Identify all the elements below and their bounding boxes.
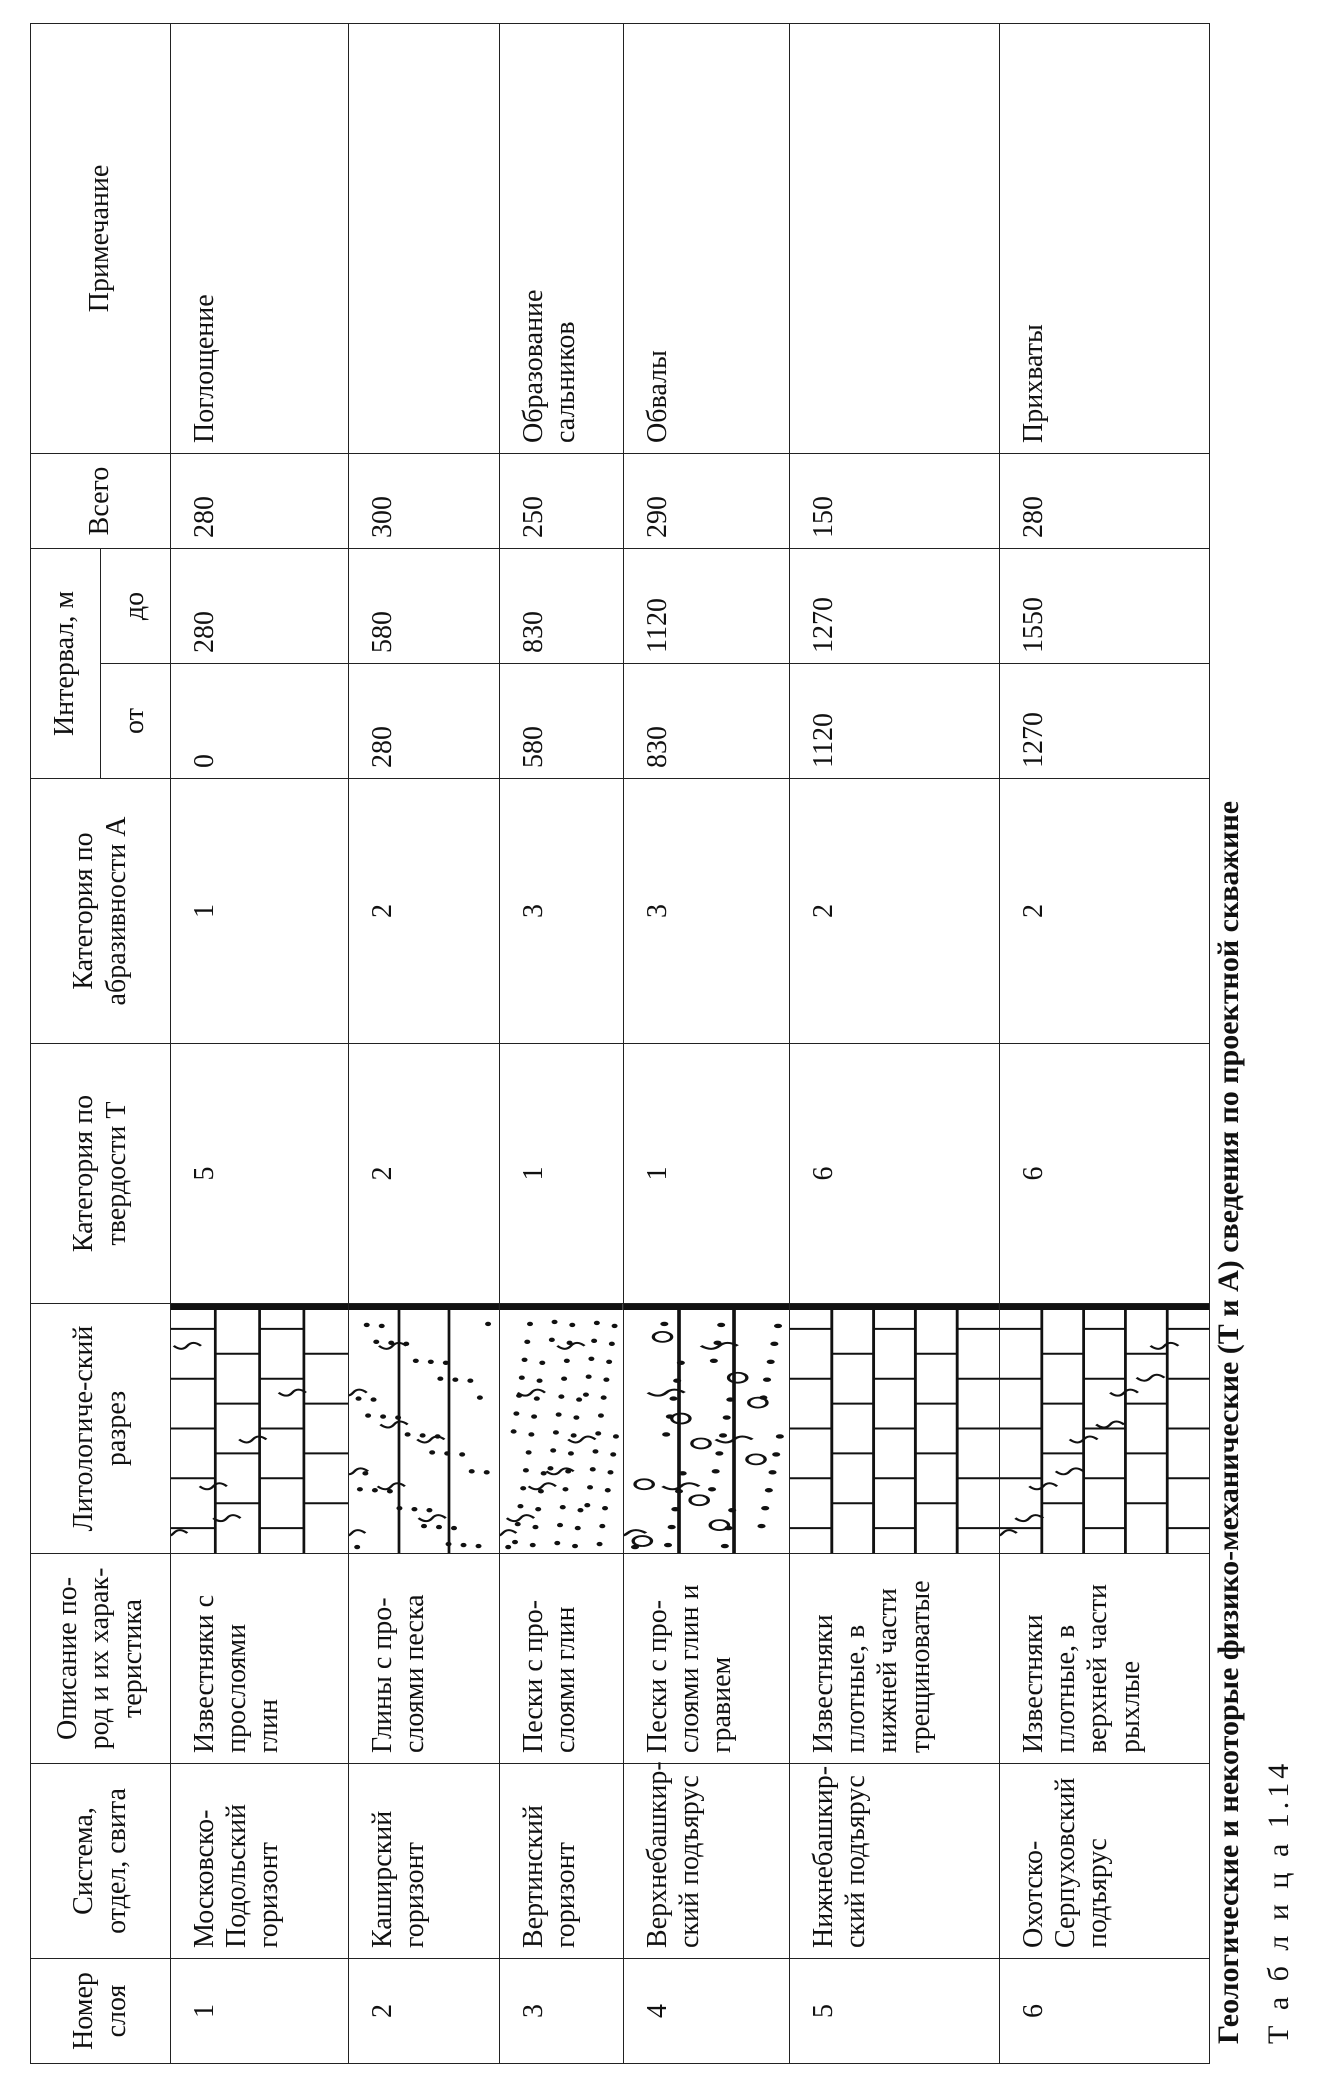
table-row	[171, 24, 349, 2064]
note-cell: Обвалы	[623, 24, 789, 454]
lithology-cell	[171, 1304, 349, 1554]
hardness-cell: 6	[789, 1044, 999, 1304]
description-cell: Пески с про- слоями глин	[500, 1554, 624, 1764]
table-row	[789, 24, 999, 2064]
hardness-cell: 5	[171, 1044, 349, 1304]
header-interval: Интервал, м	[31, 549, 101, 779]
header-abrasiveness: Категория по абразивности А	[31, 779, 171, 1044]
table-label: Т а б л и ц а 1.14	[1262, 1759, 1295, 2044]
header-note: Примечание	[31, 24, 171, 454]
header-lithology: Литологиче-ский разрез	[31, 1304, 171, 1554]
interval-to-cell: 1120	[623, 549, 789, 664]
layer-number: 2	[349, 1959, 500, 2064]
interval-to-cell: 580	[349, 549, 500, 664]
system-cell: Охотско- Серпуховский подъярус	[999, 1764, 1209, 1959]
layer-number: 3	[500, 1959, 624, 2064]
table-row	[623, 24, 789, 2064]
abrasiveness-cell: 1	[171, 779, 349, 1044]
note-cell: Образование сальников	[500, 24, 624, 454]
lithology-cell	[349, 1304, 500, 1554]
hardness-cell: 2	[349, 1044, 500, 1304]
description-cell: Известняки плотные, в верхней части рыхлые	[999, 1554, 1209, 1764]
abrasiveness-cell: 3	[623, 779, 789, 1044]
system-cell: Нижнебашкир- ский подъярус	[789, 1764, 999, 1959]
interval-from-cell: 580	[500, 664, 624, 779]
header-layer-no: Номер слоя	[31, 1959, 171, 2064]
header-total: Всего	[31, 454, 171, 549]
description-cell: Глины с про- слоями песка	[349, 1554, 500, 1764]
lithology-pattern	[500, 1304, 623, 1553]
header-from: от	[101, 664, 171, 779]
lithology-pattern	[624, 1304, 789, 1553]
abrasiveness-cell: 2	[999, 779, 1209, 1044]
total-cell: 300	[349, 454, 500, 549]
description-cell: Известняки с прослоями глин	[171, 1554, 349, 1764]
table-row	[999, 24, 1209, 2064]
layer-number: 4	[623, 1959, 789, 2064]
hardness-cell: 1	[500, 1044, 624, 1304]
table-row	[349, 24, 500, 2064]
interval-to-cell: 1550	[999, 549, 1209, 664]
lithology-cell	[999, 1304, 1209, 1554]
total-cell: 150	[789, 454, 999, 549]
interval-from-cell: 830	[623, 664, 789, 779]
table-title: Геологические и некоторые физико-механические (Т и А) сведения по проектной скважине	[1212, 800, 1245, 2044]
system-cell: Верхнебашкир- ский подъярус	[623, 1764, 789, 1959]
layer-number: 1	[171, 1959, 349, 2064]
header-description: Описание по-род и их харак-теристика	[31, 1554, 171, 1764]
total-cell: 290	[623, 454, 789, 549]
interval-to-cell: 1270	[789, 549, 999, 664]
total-cell: 280	[999, 454, 1209, 549]
note-cell	[789, 24, 999, 454]
note-cell: Прихваты	[999, 24, 1209, 454]
geology-table	[30, 23, 1210, 2064]
interval-from-cell: 1270	[999, 664, 1209, 779]
lithology-pattern	[171, 1304, 348, 1553]
lithology-cell	[789, 1304, 999, 1554]
header-hardness: Категория по твердости Т	[31, 1044, 171, 1304]
total-cell: 280	[171, 454, 349, 549]
interval-from-cell: 0	[171, 664, 349, 779]
hardness-cell: 1	[623, 1044, 789, 1304]
interval-from-cell: 1120	[789, 664, 999, 779]
system-cell: Вертинский горизонт	[500, 1764, 624, 1959]
system-cell: Каширский горизонт	[349, 1764, 500, 1959]
lithology-cell	[623, 1304, 789, 1554]
header-to: до	[101, 549, 171, 664]
description-cell: Пески с про- слоями глин и гравием	[623, 1554, 789, 1764]
system-cell: Московско- Подольский горизонт	[171, 1764, 349, 1959]
table-row	[500, 24, 624, 2064]
interval-from-cell: 280	[349, 664, 500, 779]
abrasiveness-cell: 2	[789, 779, 999, 1044]
lithology-pattern	[1000, 1304, 1209, 1553]
note-cell	[349, 24, 500, 454]
total-cell: 250	[500, 454, 624, 549]
abrasiveness-cell: 3	[500, 779, 624, 1044]
interval-to-cell: 280	[171, 549, 349, 664]
interval-to-cell: 830	[500, 549, 624, 664]
lithology-cell	[500, 1304, 624, 1554]
hardness-cell: 6	[999, 1044, 1209, 1304]
lithology-pattern	[790, 1304, 999, 1553]
note-cell: Поглощение	[171, 24, 349, 454]
layer-number: 6	[999, 1959, 1209, 2064]
layer-number: 5	[789, 1959, 999, 2064]
header-system: Система, отдел, свита	[31, 1764, 171, 1959]
description-cell: Известняки плотные, в нижней части трещиноватые	[789, 1554, 999, 1764]
lithology-pattern	[349, 1304, 499, 1553]
abrasiveness-cell: 2	[349, 779, 500, 1044]
